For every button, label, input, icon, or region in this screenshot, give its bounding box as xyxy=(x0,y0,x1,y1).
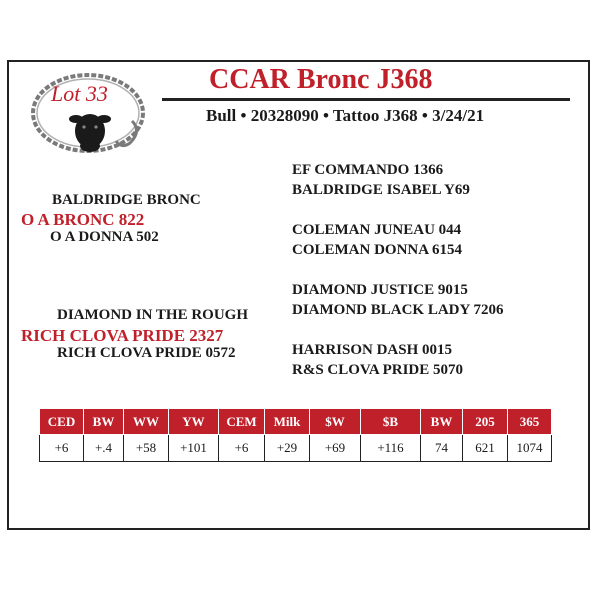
epd-value-bw: +.4 xyxy=(84,435,124,462)
sire-dam: O A DONNA 502 xyxy=(50,229,159,245)
dam-dam-sire: HARRISON DASH 0015 xyxy=(292,342,453,358)
epd-value-dollar-b: +116 xyxy=(361,435,421,462)
epd-header-365: 365 xyxy=(508,409,552,435)
epd-value-yw: +101 xyxy=(169,435,219,462)
sire: O A BRONC 822 xyxy=(21,210,145,229)
epd-value-365: 1074 xyxy=(508,435,552,462)
dam-dam-dam: R&S CLOVA PRIDE 5070 xyxy=(292,362,463,378)
sire-sire-sire: EF COMMANDO 1366 xyxy=(292,162,444,178)
lot-number: Lot 33 xyxy=(51,81,108,106)
dam-dam: RICH CLOVA PRIDE 0572 xyxy=(57,345,236,361)
epd-header-ced: CED xyxy=(40,409,84,435)
sire-dam-dam: COLEMAN DONNA 6154 xyxy=(292,242,463,258)
epd-header-205: 205 xyxy=(463,409,508,435)
sire-sire: BALDRIDGE BRONC xyxy=(52,192,201,208)
epd-value-row xyxy=(40,435,552,462)
dam-sire-dam: DIAMOND BLACK LADY 7206 xyxy=(292,302,504,318)
animal-title: CCAR Bronc J368 xyxy=(209,64,433,95)
epd-header-dollar-b: $B xyxy=(361,409,421,435)
epd-header-milk: Milk xyxy=(265,409,310,435)
epd-value-ww: +58 xyxy=(124,435,169,462)
epd-header-ww: WW xyxy=(124,409,169,435)
epd-table xyxy=(39,408,552,462)
epd-header-yw: YW xyxy=(169,409,219,435)
dam-sire-sire: DIAMOND JUSTICE 9015 xyxy=(292,282,468,298)
epd-header-cem: CEM xyxy=(219,409,265,435)
dam: RICH CLOVA PRIDE 2327 xyxy=(21,326,224,345)
epd-value-205: 621 xyxy=(463,435,508,462)
epd-value-actual-bw: 74 xyxy=(421,435,463,462)
sire-sire-dam: BALDRIDGE ISABEL Y69 xyxy=(292,182,470,198)
epd-header-actual-bw: BW xyxy=(421,409,463,435)
epd-value-cem: +6 xyxy=(219,435,265,462)
animal-registration-line: Bull • 20328090 • Tattoo J368 • 3/24/21 xyxy=(206,106,485,125)
title-divider xyxy=(162,98,570,101)
dam-sire: DIAMOND IN THE ROUGH xyxy=(57,307,248,323)
epd-header-row xyxy=(40,409,552,435)
sire-dam-sire: COLEMAN JUNEAU 044 xyxy=(292,222,462,238)
epd-value-dollar-w: +69 xyxy=(310,435,361,462)
epd-value-milk: +29 xyxy=(265,435,310,462)
epd-header-dollar-w: $W xyxy=(310,409,361,435)
epd-header-bw: BW xyxy=(84,409,124,435)
lot-card xyxy=(7,60,590,530)
epd-value-ced: +6 xyxy=(40,435,84,462)
